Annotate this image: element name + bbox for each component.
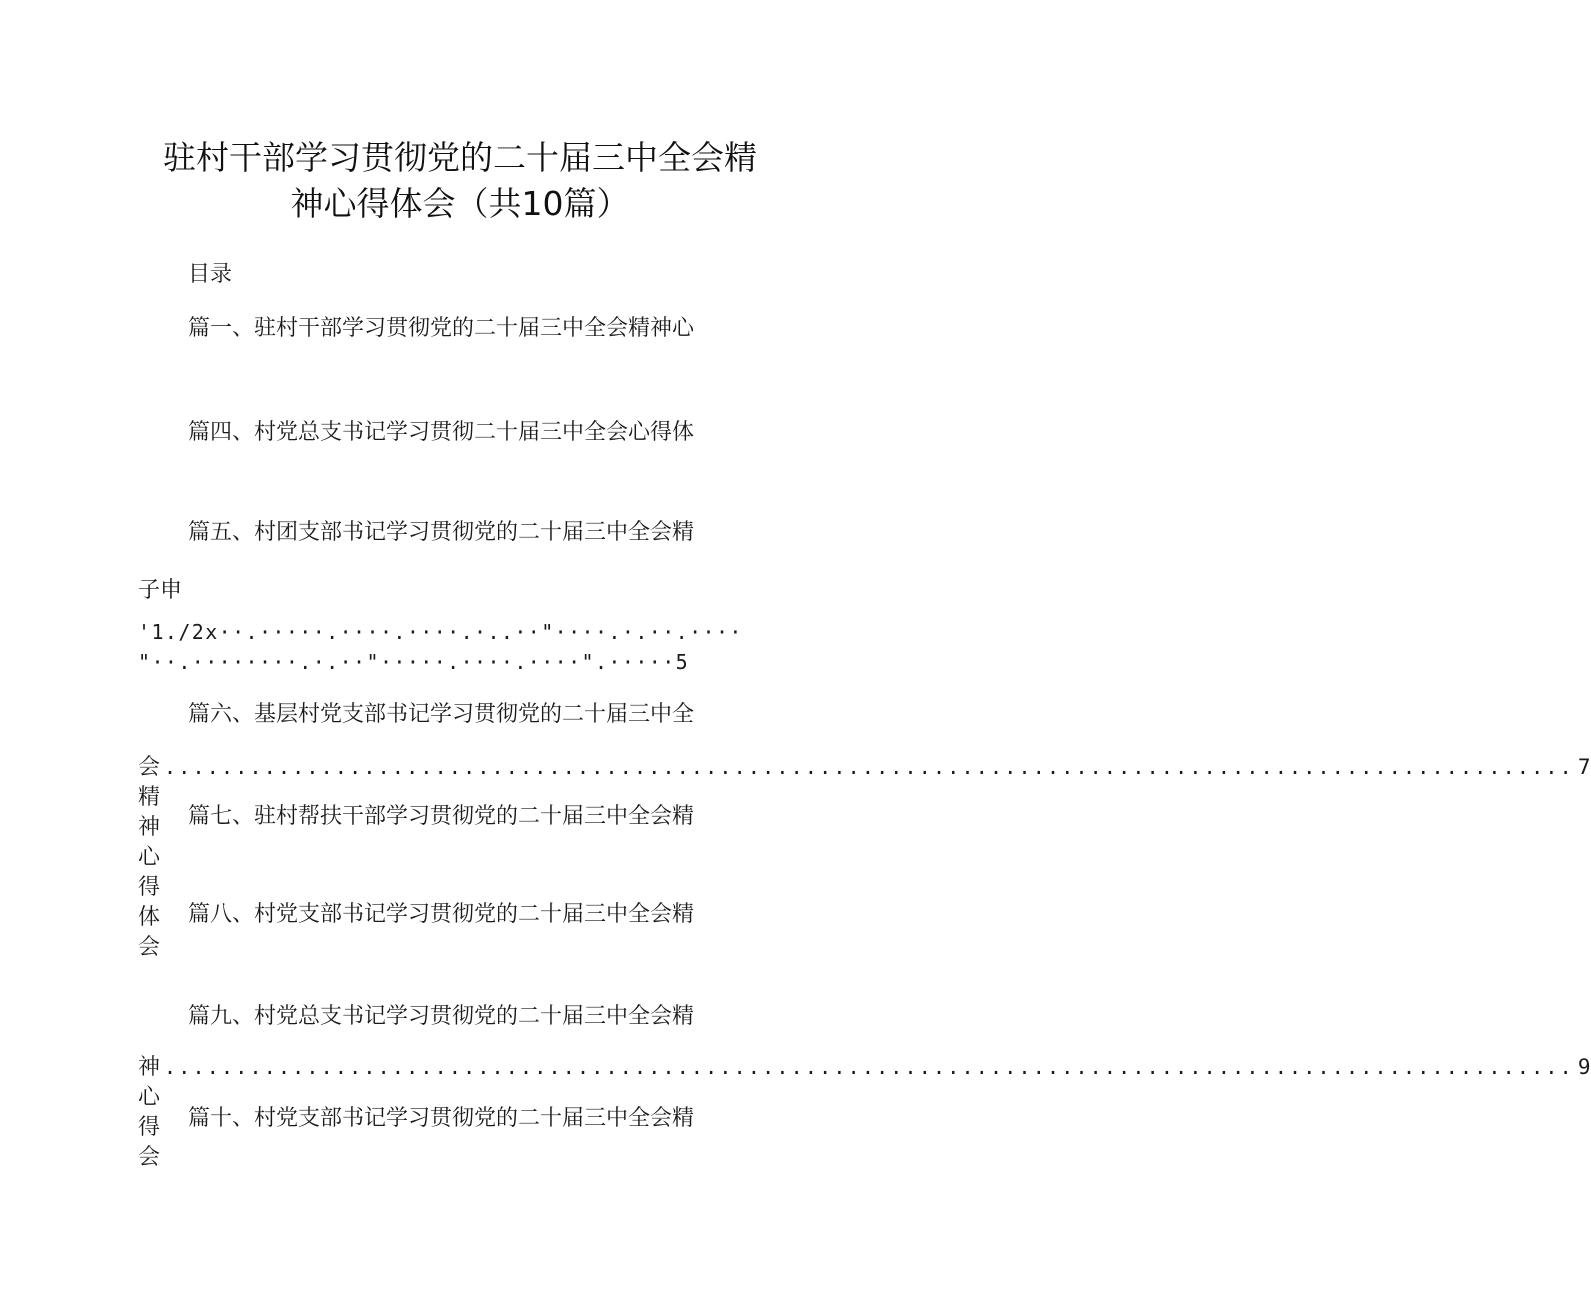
document-title-line-1: 驻村干部学习贯彻党的二十届三中全会精: [163, 138, 757, 177]
dot-leader: ...................................................................................................: [164, 755, 1574, 779]
toc-entry-7[interactable]: 篇七、驻村帮扶干部学习贯彻党的二十届三中全会精: [188, 804, 695, 829]
toc-entry-5-garbled-line-1: '1./2x··.·····.····.····.·..··"····.·.··.····: [138, 620, 743, 644]
toc-entry-6-page-number: 7: [1577, 755, 1591, 779]
toc-entry-8[interactable]: 篇八、村党支部书记学习贯彻党的二十届三中全会精: [188, 902, 695, 927]
toc-entry-5[interactable]: 篇五、村团支部书记学习贯彻党的二十届三中全会精: [188, 520, 695, 545]
toc-heading: 目录: [188, 262, 233, 287]
toc-entry-6[interactable]: 篇六、基层村党支部书记学习贯彻党的二十届三中全: [188, 702, 695, 727]
toc-entry-9-continuation: 神心得会: [138, 1055, 161, 1170]
toc-entry-9-page-number: 9: [1577, 1055, 1591, 1079]
document-title-line-2: 神心得体会（共10篇）: [290, 184, 630, 223]
toc-entry-5-garbled-line-2: "··.········.·.··"·····.····.····".·····5: [138, 650, 690, 674]
toc-entry-4[interactable]: 篇四、村党总支书记学习贯彻二十届三中全会心得体: [188, 420, 695, 445]
toc-entry-6-continuation: 会精神心得体会: [138, 755, 161, 960]
toc-entry-10[interactable]: 篇十、村党支部书记学习贯彻党的二十届三中全会精: [188, 1106, 695, 1131]
toc-entry-5-continuation: 子申: [138, 578, 183, 603]
toc-entry-9[interactable]: 篇九、村党总支书记学习贯彻党的二十届三中全会精: [188, 1004, 695, 1029]
dot-leader: ...................................................................................................: [164, 1055, 1574, 1079]
toc-entry-1[interactable]: 篇一、驻村干部学习贯彻党的二十届三中全会精神心: [188, 316, 695, 341]
